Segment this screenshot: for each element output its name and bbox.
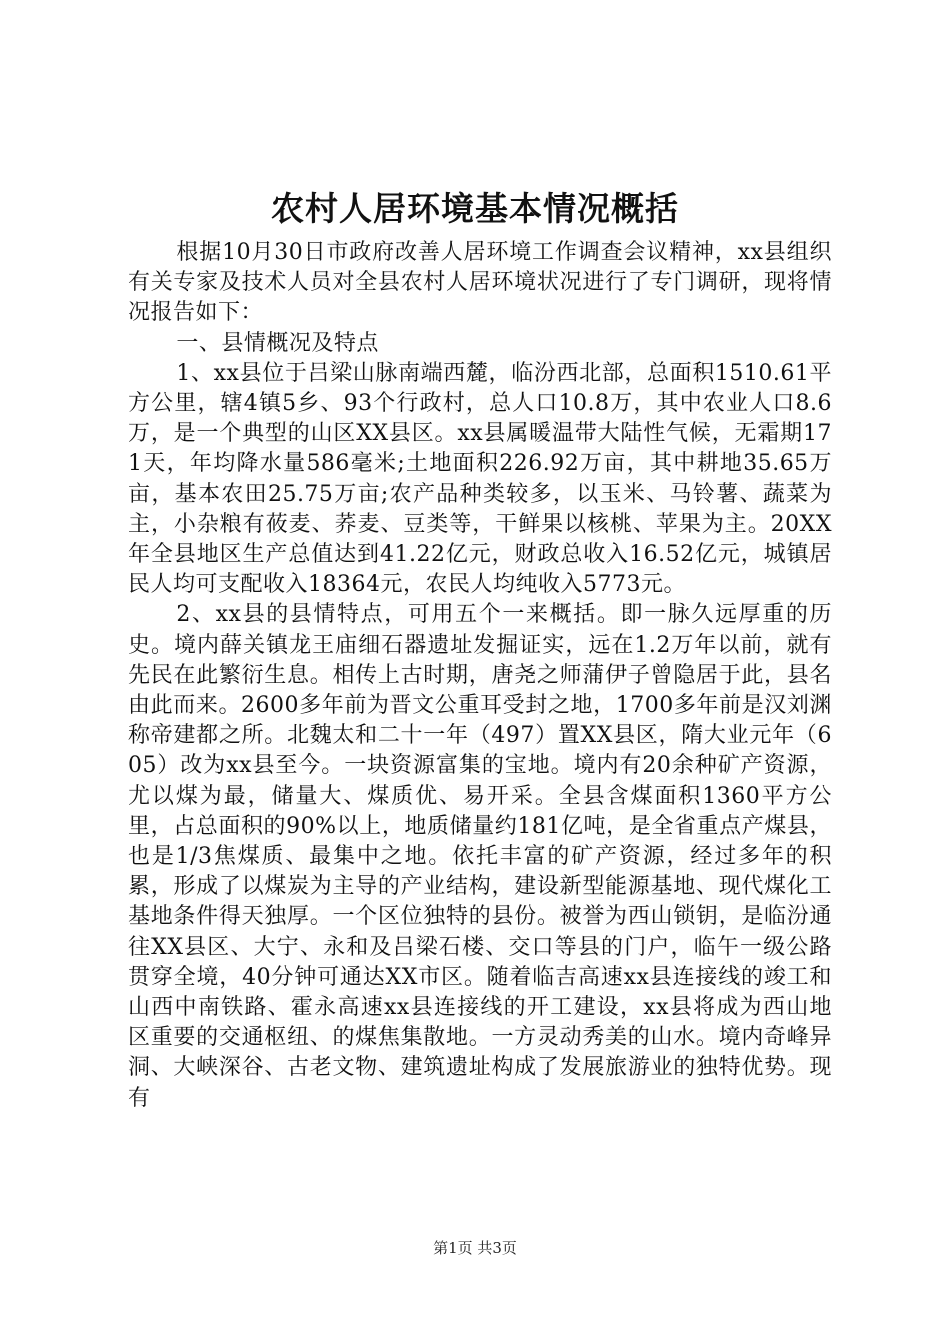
document-title: 农村人居环境基本情况概括 (271, 189, 679, 228)
page-footer: 第1页 共3页 (433, 1239, 517, 1257)
document-body (128, 238, 832, 1114)
section-heading: 一、县情概况及特点 (176, 330, 379, 356)
intro-paragraph: 根据10月30日市政府改善人居环境工作调查会议精神，xx县组织有关专家及技术人员对全县农村人居环境状况进行了专门调研，现将情况报告如下： (128, 240, 832, 326)
county-features-paragraph: 2、xx县的县情特点，可用五个一来概括。即一脉久远厚重的历史。境内薛关镇龙王庙细石器遗址发掘证实，远在1.2万年以前，就有先民在此繁衍生息。相传上古时期，唐尧之师蒲伊子曾隐居于此，县名由此而来。2600多年前为晋文公重耳受封之地，1700多年前是汉刘渊称帝建都之所。北魏太和二十一年（497）置XX县区，隋大业元年（605）改为xx县至今。一块资源富集的宝地。境内有20余种矿产资源，尤以煤为最，储量大、煤质优、易开采。全县含煤面积1360平方公里，占总面积的90%以上，地质储量约181亿吨，是全省重点产煤县，也是1/3焦煤质、最集中之地。依托丰富的矿产资源，经过多年的积累，形成了以煤炭为主导的产业结构，建设新型能源基地、现代煤化工基地条件得天独厚。一个区位独特的县份。被誉为西山锁钥，是临汾通往XX县区、大宁、永和及吕梁石楼、交口等县的门户，临午一级公路贯穿全境，40分钟可通达XX市区。随着临吉高速xx县连接线的竣工和山西中南铁路、霍永高速xx县连接线的开工建设，xx县将成为西山地区重要的交通枢纽、的煤焦集散地。一方灵动秀美的山水。境内奇峰异洞、大峡深谷、古老文物、建筑遗址构成了发展旅游业的独特优势。现有 (128, 602, 832, 1111)
county-overview-paragraph: 1、xx县位于吕梁山脉南端西麓，临汾西北部，总面积1510.61平方公里，辖4镇5乡、93个行政村，总人口10.8万，其中农业人口8.6万，是一个典型的山区XX县区。xx县属暖温带大陆性气候，无霜期171天，年均降水量586毫米;土地面积226.92万亩，其中耕地35.65万亩，基本农田25.75万亩;农产品种类较多，以玉米、马铃薯、蔬菜为主，小杂粮有莜麦、荞麦、豆类等，干鲜果以核桃、苹果为主。20XX年全县地区生产总值达到41.22亿元，财政总收入16.52亿元，城镇居民人均可支配收入18364元，农民人均纯收入5773元。 (128, 360, 832, 598)
